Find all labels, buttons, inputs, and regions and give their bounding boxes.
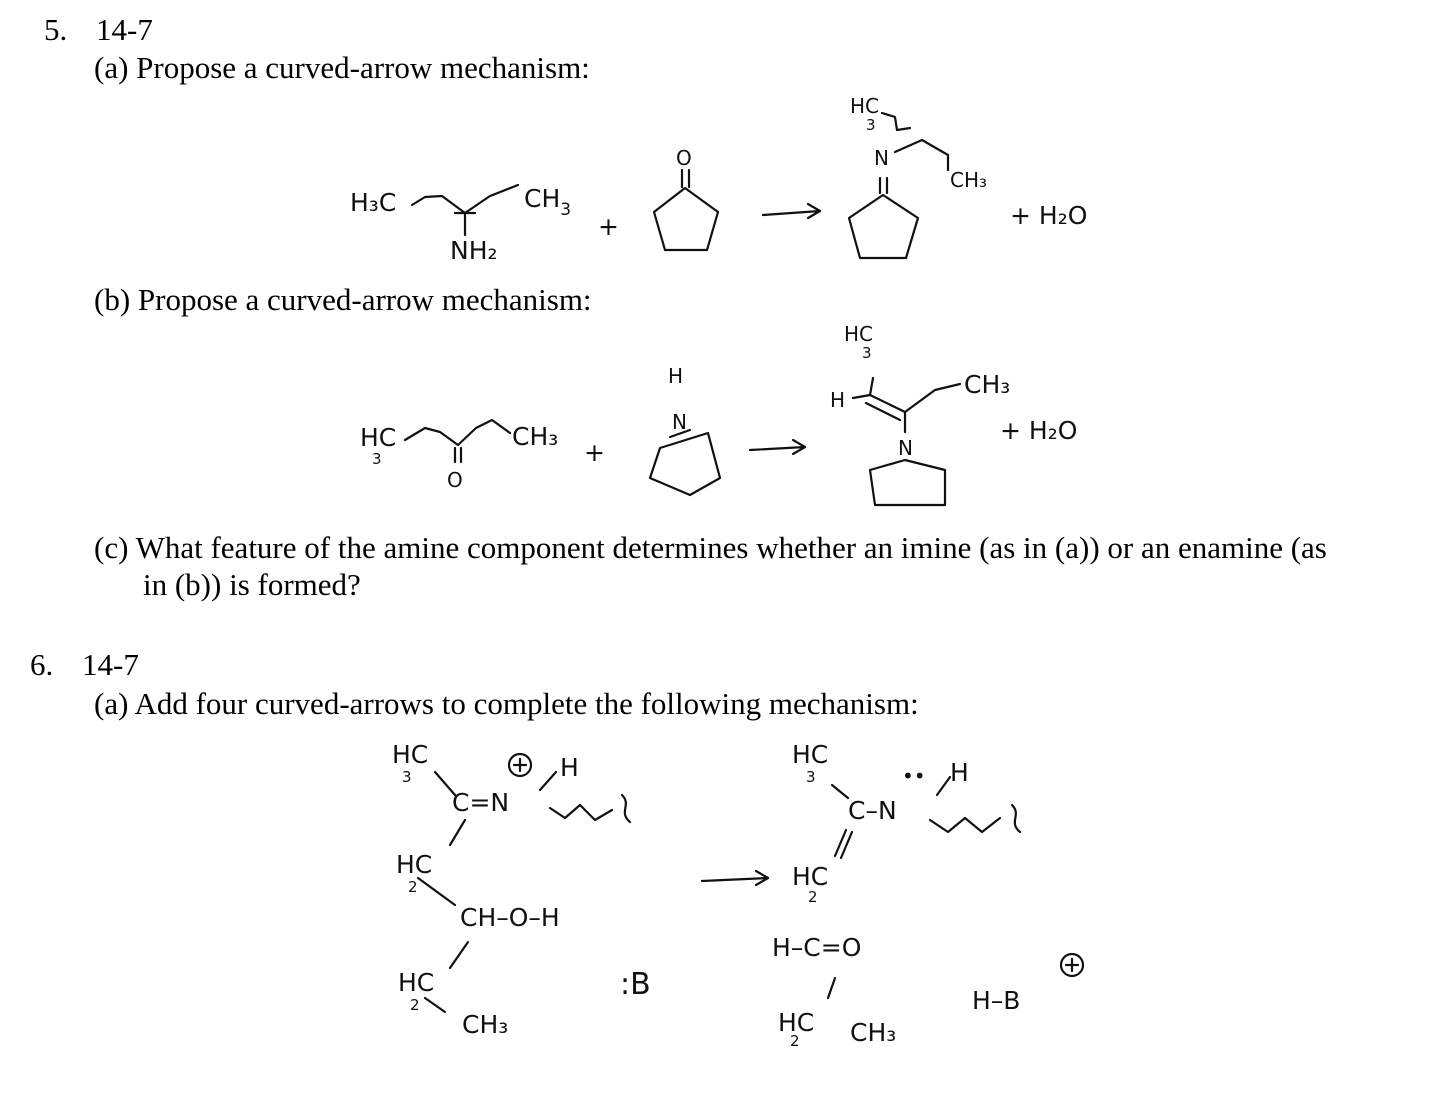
scheme-b-hc-subscript: 3 <box>372 450 382 468</box>
scheme-6-left-hc-label: HC <box>392 740 429 769</box>
scheme-6-left-h2c-upper-subscript: 2 <box>408 878 418 896</box>
question-5c-prompt-line1: (c) What feature of the amine component determines whether an imine (as in (a)) or an enamine (as <box>94 530 1327 565</box>
scheme-b-product-hc-label: HC <box>844 322 874 346</box>
question-6a-prompt: (a) Add four curved-arrows to complete the following mechanism: <box>94 686 919 721</box>
scheme-6-right-h2c-lower-label: HC <box>778 1008 815 1037</box>
scheme-b-water-byproduct: + H₂O <box>1000 416 1078 445</box>
scheme-a-h3c-label: H₃C <box>350 188 397 217</box>
scheme-6-left-alcohol: CH–O–H <box>460 903 560 932</box>
scheme-a-ch3-text: CH <box>524 184 561 213</box>
scheme-a-ch3-label <box>524 184 572 220</box>
scheme-6-right-hydrogen: H <box>950 758 969 787</box>
scheme-6-right-hc-subscript: 3 <box>806 768 816 786</box>
scheme-a-nh2-label: NH₂ <box>450 236 498 265</box>
scheme-6-right-ch3-label: CH₃ <box>850 1018 897 1047</box>
question-5b-prompt: (b) Propose a curved-arrow mechanism: <box>94 282 592 317</box>
question-5a-prompt: (a) Propose a curved-arrow mechanism: <box>94 50 590 85</box>
scheme-a-product-nitrogen: N <box>874 146 889 170</box>
scheme-b-product-hydrogen: H <box>830 388 846 412</box>
scheme-b-plus-sign: + <box>584 438 605 467</box>
scheme-a-cyclopentanone <box>654 170 718 250</box>
scheme-6-left-hc-subscript: 3 <box>402 768 412 786</box>
question-6-number: 6. <box>30 647 54 682</box>
scheme-6-right-h2c-subscript: 2 <box>808 888 818 906</box>
scheme-6-left-h2c-upper-label: HC <box>396 850 433 879</box>
scheme-6-left-h2c-lower-subscript: 2 <box>410 996 420 1014</box>
scheme-6-right-hc-label: HC <box>792 740 829 769</box>
question-5c-prompt-line2: in (b)) is formed? <box>143 567 361 602</box>
scheme-6-left-skeleton <box>418 754 630 1012</box>
scheme-a-product-hc-subscript: 3 <box>866 116 876 134</box>
scheme-6-left-ch3-label: CH₃ <box>462 1010 509 1039</box>
scheme-6-right-h2c-label: HC <box>792 862 829 891</box>
scheme-6-right-lone-pair: •• <box>902 764 926 788</box>
scheme-b-ch3-label: CH₃ <box>512 422 559 451</box>
scheme-6-left-h2c-lower-label: HC <box>398 968 435 997</box>
scheme-a-plus-sign: + <box>598 212 619 241</box>
scheme-a-carbonyl-oxygen: O <box>676 146 692 170</box>
scheme-a-amine-skeleton <box>412 185 518 235</box>
scheme-a-product-ch3-label: CH₃ <box>950 168 988 192</box>
scheme-b-product-ch3-label: CH₃ <box>964 370 1011 399</box>
scheme-b-carbonyl-oxygen: O <box>447 468 463 492</box>
scheme-a-product-hc-label <box>850 96 879 116</box>
scheme-b-ketone-skeleton <box>405 420 510 462</box>
scheme-b-product-hc-subscript: 3 <box>862 344 872 362</box>
scheme-a-ch3-subscript: 3 <box>560 200 572 220</box>
scheme-6-right-enamine: C–N <box>848 796 897 825</box>
scheme-6-left-iminium: C=N <box>452 788 510 817</box>
scheme-a-imine-product <box>849 113 948 258</box>
scheme-b-amine-nitrogen: N <box>672 410 687 434</box>
scheme-b-reaction-arrow <box>750 440 805 454</box>
scheme-6-right-h2c-lower-subscript: 2 <box>790 1032 800 1050</box>
question-5-number: 5. <box>44 12 68 47</box>
scheme-a-reaction-arrow <box>763 204 820 218</box>
question-6-code: 14-7 <box>82 647 139 682</box>
scheme-b-product-nitrogen: N <box>898 436 913 460</box>
scheme-6-conjugate-acid: H–B <box>972 986 1021 1015</box>
scheme-6-base: :B <box>620 967 651 1002</box>
scheme-b-hc-label: HC <box>360 423 397 452</box>
scheme-b-pyrrolidine <box>650 430 720 495</box>
scheme-a-water-byproduct: + H₂O <box>1010 201 1088 230</box>
question-5-code: 14-7 <box>96 12 153 47</box>
scheme-a-product-hc-text: HC <box>850 94 880 118</box>
scheme-6-left-hydrogen: H <box>560 753 579 782</box>
scheme-b-amine-hydrogen: H <box>668 364 684 388</box>
scheme-6-right-aldehyde: H–C=O <box>772 933 862 962</box>
scheme-6-reaction-arrow <box>702 871 768 885</box>
